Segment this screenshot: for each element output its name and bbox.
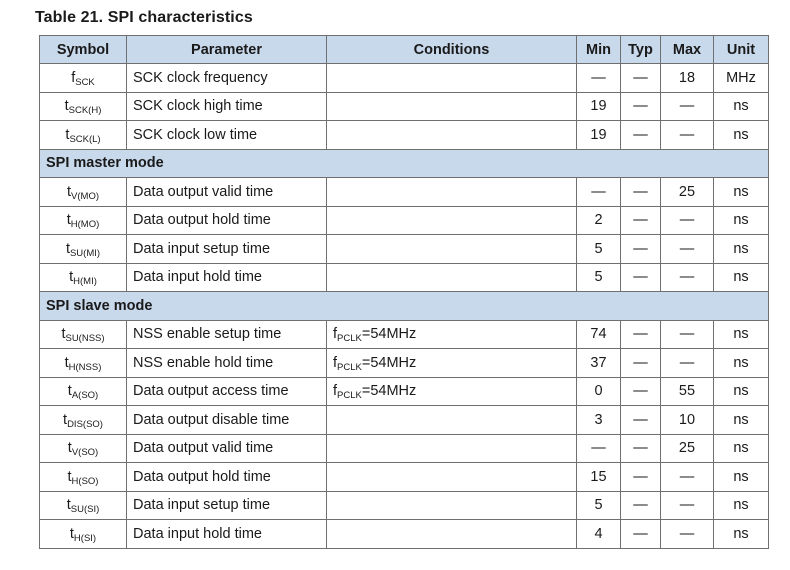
symbol-cell [40, 92, 127, 121]
table-row [40, 406, 769, 435]
min-cell: 19 [577, 121, 621, 150]
symbol-cell [40, 434, 127, 463]
condition-subscript: PCLK [337, 361, 362, 373]
symbol-subscript: A(SO) [71, 390, 99, 402]
symbol-main: t [69, 269, 74, 286]
section-header-row [40, 292, 769, 321]
parameter-cell: Data input setup time [127, 235, 327, 264]
typ-cell: — [621, 377, 661, 406]
symbol-subscript: SU(MI) [69, 247, 101, 259]
max-cell: 10 [661, 406, 714, 435]
spi-characteristics-table [39, 35, 769, 549]
max-cell: — [661, 92, 714, 121]
table-row [40, 92, 769, 121]
symbol-subscript: SU(NSS) [65, 333, 105, 345]
table-row [40, 178, 769, 207]
min-cell: 0 [577, 377, 621, 406]
min-cell: 2 [577, 206, 621, 235]
symbol-main: t [67, 468, 72, 485]
symbol-subscript: SU(SI) [70, 504, 100, 516]
typ-cell: — [621, 263, 661, 292]
header-max: Max [661, 36, 714, 64]
unit-cell: ns [714, 263, 769, 292]
symbol-cell [40, 406, 127, 435]
min-cell: 5 [577, 235, 621, 264]
parameter-cell: Data output hold time [127, 206, 327, 235]
condition-main: f [333, 383, 338, 400]
max-cell: — [661, 206, 714, 235]
header-symbol: Symbol [40, 36, 127, 64]
max-cell: 18 [661, 64, 714, 93]
max-cell: — [661, 491, 714, 520]
unit-cell: ns [714, 406, 769, 435]
table-row [40, 434, 769, 463]
symbol-main: t [66, 212, 71, 229]
conditions-cell [327, 320, 577, 349]
max-cell: 55 [661, 377, 714, 406]
symbol-cell [40, 178, 127, 207]
condition-subscript: PCLK [337, 333, 362, 345]
max-cell: — [661, 520, 714, 549]
max-cell: — [661, 263, 714, 292]
typ-cell: — [621, 64, 661, 93]
symbol-subscript: H(NSS) [68, 361, 102, 373]
parameter-cell: SCK clock high time [127, 92, 327, 121]
symbol-cell [40, 463, 127, 492]
section-header-row [40, 149, 769, 178]
symbol-cell [40, 206, 127, 235]
symbol-main: f [71, 69, 76, 86]
unit-cell: ns [714, 349, 769, 378]
min-cell: 19 [577, 92, 621, 121]
table-row [40, 263, 769, 292]
min-cell: 3 [577, 406, 621, 435]
symbol-subscript: SCK(H) [68, 105, 102, 117]
section-title: SPI master mode [40, 149, 769, 178]
parameter-cell: Data output disable time [127, 406, 327, 435]
conditions-cell [327, 178, 577, 207]
conditions-cell [327, 434, 577, 463]
symbol-subscript: SCK [75, 76, 95, 88]
symbol-subscript: V(MO) [71, 190, 99, 202]
conditions-cell [327, 520, 577, 549]
condition-tail: =54MHz [361, 354, 417, 371]
symbol-main: t [65, 240, 70, 257]
symbol-main: t [67, 383, 72, 400]
min-cell: 74 [577, 320, 621, 349]
table-row [40, 64, 769, 93]
parameter-cell: Data output valid time [127, 434, 327, 463]
conditions-cell [327, 491, 577, 520]
symbol-main: t [64, 354, 69, 371]
symbol-cell [40, 64, 127, 93]
typ-cell: — [621, 406, 661, 435]
max-cell: — [661, 349, 714, 378]
symbol-main: t [65, 126, 70, 143]
header-min: Min [577, 36, 621, 64]
symbol-cell [40, 121, 127, 150]
unit-cell: MHz [714, 64, 769, 93]
typ-cell: — [621, 434, 661, 463]
conditions-cell [327, 121, 577, 150]
min-cell: 37 [577, 349, 621, 378]
header-parameter: Parameter [127, 36, 327, 64]
condition-subscript: PCLK [337, 390, 362, 402]
conditions-cell [327, 235, 577, 264]
conditions-cell [327, 406, 577, 435]
unit-cell: ns [714, 121, 769, 150]
header-conditions: Conditions [327, 36, 577, 64]
condition-main: f [333, 354, 338, 371]
conditions-cell [327, 463, 577, 492]
unit-cell: ns [714, 92, 769, 121]
symbol-subscript: H(MI) [73, 276, 97, 288]
conditions-cell [327, 349, 577, 378]
typ-cell: — [621, 235, 661, 264]
typ-cell: — [621, 349, 661, 378]
table-row [40, 235, 769, 264]
table-row [40, 377, 769, 406]
symbol-main: t [63, 411, 68, 428]
parameter-cell: SCK clock low time [127, 121, 327, 150]
unit-cell: ns [714, 235, 769, 264]
parameter-cell: Data output access time [127, 377, 327, 406]
parameter-cell: NSS enable hold time [127, 349, 327, 378]
typ-cell: — [621, 178, 661, 207]
symbol-main: t [64, 98, 69, 115]
conditions-cell [327, 263, 577, 292]
min-cell: — [577, 64, 621, 93]
condition-tail: =54MHz [361, 326, 417, 343]
section-title: SPI slave mode [40, 292, 769, 321]
parameter-cell: SCK clock frequency [127, 64, 327, 93]
symbol-main: t [61, 326, 66, 343]
conditions-cell [327, 92, 577, 121]
min-cell: 5 [577, 491, 621, 520]
unit-cell: ns [714, 463, 769, 492]
table-row [40, 206, 769, 235]
typ-cell: — [621, 206, 661, 235]
symbol-cell [40, 320, 127, 349]
typ-cell: — [621, 121, 661, 150]
table-row [40, 121, 769, 150]
symbol-cell [40, 377, 127, 406]
symbol-cell [40, 349, 127, 378]
conditions-cell [327, 206, 577, 235]
unit-cell: ns [714, 520, 769, 549]
unit-cell: ns [714, 434, 769, 463]
symbol-main: t [66, 497, 71, 514]
max-cell: 25 [661, 178, 714, 207]
conditions-cell [327, 64, 577, 93]
parameter-cell: Data input setup time [127, 491, 327, 520]
max-cell: — [661, 463, 714, 492]
table-title: Table 21. SPI characteristics [35, 9, 253, 26]
unit-cell: ns [714, 178, 769, 207]
typ-cell: — [621, 520, 661, 549]
symbol-cell [40, 491, 127, 520]
unit-cell: ns [714, 206, 769, 235]
condition-tail: =54MHz [361, 383, 417, 400]
min-cell: 5 [577, 263, 621, 292]
min-cell: 15 [577, 463, 621, 492]
header-row [40, 36, 769, 64]
parameter-cell: Data output valid time [127, 178, 327, 207]
condition-main: f [333, 326, 338, 343]
table-row [40, 349, 769, 378]
symbol-main: t [67, 440, 72, 457]
parameter-cell: Data output hold time [127, 463, 327, 492]
unit-cell: ns [714, 320, 769, 349]
max-cell: 25 [661, 434, 714, 463]
max-cell: — [661, 235, 714, 264]
min-cell: — [577, 178, 621, 207]
symbol-main: t [69, 525, 74, 542]
symbol-cell [40, 263, 127, 292]
min-cell: — [577, 434, 621, 463]
symbol-subscript: H(SI) [73, 532, 97, 544]
symbol-subscript: SCK(L) [69, 133, 101, 145]
table-row [40, 463, 769, 492]
max-cell: — [661, 121, 714, 150]
table-body [40, 64, 769, 549]
symbol-subscript: H(MO) [70, 219, 100, 231]
symbol-subscript: DIS(SO) [67, 418, 103, 430]
max-cell: — [661, 320, 714, 349]
min-cell: 4 [577, 520, 621, 549]
symbol-subscript: V(SO) [71, 447, 99, 459]
symbol-subscript: H(SO) [71, 475, 99, 487]
conditions-cell [327, 377, 577, 406]
parameter-cell: NSS enable setup time [127, 320, 327, 349]
typ-cell: — [621, 92, 661, 121]
symbol-cell [40, 520, 127, 549]
typ-cell: — [621, 463, 661, 492]
table-row [40, 520, 769, 549]
table-row [40, 491, 769, 520]
typ-cell: — [621, 491, 661, 520]
symbol-cell [40, 235, 127, 264]
unit-cell: ns [714, 377, 769, 406]
header-typ: Typ [621, 36, 661, 64]
typ-cell: — [621, 320, 661, 349]
header-unit: Unit [714, 36, 769, 64]
unit-cell: ns [714, 491, 769, 520]
parameter-cell: Data input hold time [127, 263, 327, 292]
table-row [40, 320, 769, 349]
symbol-main: t [67, 183, 72, 200]
parameter-cell: Data input hold time [127, 520, 327, 549]
